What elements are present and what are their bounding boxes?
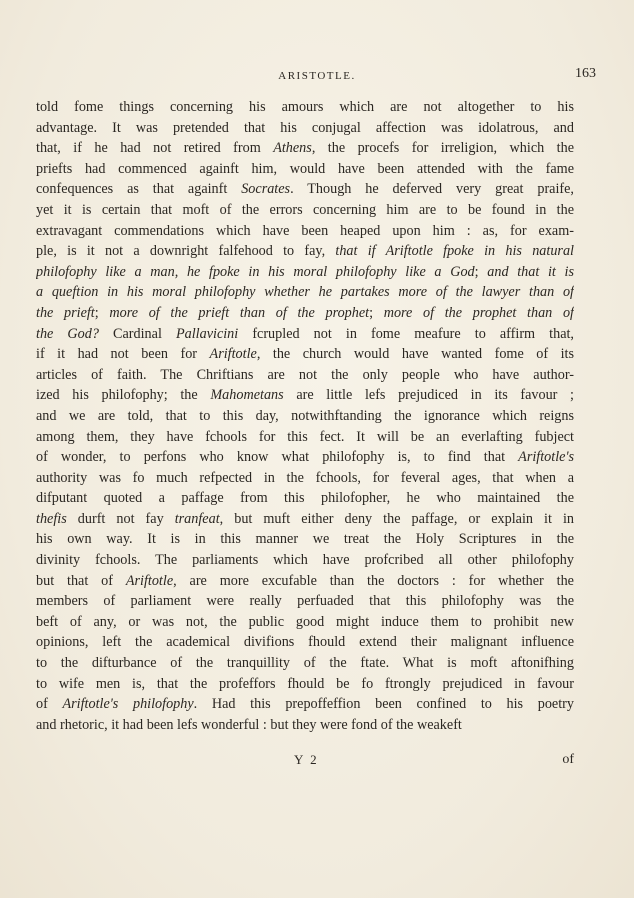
italic-text: Ariftotle's bbox=[518, 449, 574, 466]
text-run: ; bbox=[369, 304, 384, 321]
text-run: beft of any, or was not, the public good might induce them to prohibit new bbox=[36, 613, 574, 630]
italic-text: thefis bbox=[36, 510, 67, 527]
text-line bbox=[36, 653, 574, 674]
text-run: told fome things concerning his amours which are not altogether to his bbox=[36, 99, 574, 115]
text-line bbox=[36, 221, 574, 242]
text-run: of bbox=[36, 696, 63, 713]
text-line bbox=[36, 138, 574, 159]
text-line bbox=[36, 694, 574, 715]
italic-text: Athens bbox=[273, 140, 312, 157]
italic-text: more of the prieft than of the prophet bbox=[109, 304, 370, 321]
text-run: divinity fchools. The parliaments which have profcribed all other philofophy bbox=[36, 552, 574, 569]
text-run: among them, they have fchools for this fect. It will be an everlafting fubject bbox=[36, 428, 574, 445]
text-line bbox=[36, 550, 574, 571]
text-line bbox=[36, 344, 574, 365]
text-line bbox=[36, 406, 574, 427]
text-line bbox=[36, 200, 574, 221]
text-line bbox=[36, 385, 574, 406]
text-line bbox=[36, 427, 574, 448]
text-run: ; bbox=[94, 304, 110, 321]
italic-text: the God? bbox=[36, 325, 99, 342]
running-head: ARISTOTLE. bbox=[278, 70, 356, 82]
italic-text: tranfeat bbox=[174, 510, 220, 527]
text-run: Cardinal bbox=[98, 325, 176, 342]
text-line bbox=[36, 529, 574, 550]
text-run: advantage. It was pretended that his conjugal affection was idolatrous, and bbox=[36, 119, 574, 136]
text-line bbox=[36, 241, 574, 262]
text-run: articles of faith. The Chriftians are not the only people who have author- bbox=[36, 366, 574, 383]
text-line bbox=[36, 571, 574, 592]
text-run: priefts had commenced againft him, would have been attended with the fame bbox=[36, 160, 574, 177]
text-line bbox=[36, 179, 574, 200]
text-run: to wife men is, that the profeffors fhould be fo ftrongly prejudiced in favour bbox=[36, 675, 574, 692]
italic-text: and that it is bbox=[487, 263, 574, 280]
text-line bbox=[36, 715, 574, 736]
text-run: ized his philofophy; the bbox=[36, 387, 211, 404]
text-line bbox=[36, 632, 574, 653]
text-run: and rhetoric, it had been lefs wonderful : but they were fond of the weakeft bbox=[36, 716, 462, 733]
text-run: are little lefs prejudiced in its favour ; bbox=[283, 387, 574, 404]
text-run: difputant quoted a paffage from this philofopher, he who maintained the bbox=[36, 490, 574, 507]
italic-text: more of the prophet than of bbox=[383, 304, 574, 321]
text-run: , the church would have wanted fome of its bbox=[256, 346, 574, 363]
text-run: that, if he had not retired from bbox=[36, 140, 274, 157]
text-line bbox=[36, 509, 574, 530]
italic-text: Ariftotle's philofophy bbox=[62, 696, 194, 713]
text-run: to the difturbance of the tranquillity of the ftate. What is moft aftonifhing bbox=[36, 655, 574, 672]
text-line bbox=[36, 591, 574, 612]
page-number: 163 bbox=[575, 66, 596, 81]
text-line bbox=[36, 612, 574, 633]
text-run: , the procefs for irreligion, which the bbox=[311, 140, 574, 157]
text-line bbox=[36, 365, 574, 386]
signature-mark: Y 2 bbox=[294, 752, 319, 767]
text-run: of wonder, to perfons who know what philofophy is, to find that bbox=[36, 449, 519, 466]
italic-text: a queftion in his moral philofophy whether he partakes more of the lawyer than of bbox=[36, 284, 574, 301]
text-line bbox=[36, 97, 574, 118]
body-text bbox=[36, 97, 574, 735]
text-run: . Though he deferved very great praife, bbox=[290, 181, 574, 198]
page-footer bbox=[0, 752, 634, 772]
text-run: yet it is certain that moft of the errors concerning him are to be found in the bbox=[36, 201, 574, 218]
text-line bbox=[36, 159, 574, 180]
text-run: but that of bbox=[36, 572, 126, 589]
text-line bbox=[36, 488, 574, 509]
text-run: opinions, left the academical divifions fhould extend their malignant influence bbox=[36, 634, 574, 651]
italic-text: Mahometans bbox=[210, 387, 284, 404]
text-run: fcrupled not in fome meafure to affirm that, bbox=[238, 325, 574, 342]
text-run: authority was fo much refpected in the fchools, for feveral ages, that when a bbox=[36, 469, 574, 486]
text-line bbox=[36, 282, 574, 303]
text-run: extravagant commendations which have been heaped upon him : as, for exam- bbox=[36, 222, 574, 239]
text-line bbox=[36, 468, 574, 489]
text-run: his own way. It is in this manner we treat the Holy Scriptures in the bbox=[36, 531, 574, 548]
text-line bbox=[36, 447, 574, 468]
italic-text: Pallavicini bbox=[175, 325, 239, 342]
italic-text: the prieft bbox=[36, 304, 95, 321]
text-line bbox=[36, 118, 574, 139]
text-run: and we are told, that to this day, notwithftanding the ignorance which reigns bbox=[36, 407, 574, 424]
text-line bbox=[36, 303, 574, 324]
text-run: , are more excufable than the doctors : for whether the bbox=[173, 572, 574, 589]
text-run: , but muft either deny the paffage, or explain it in bbox=[219, 510, 574, 527]
italic-text: Ariftotle bbox=[209, 346, 257, 363]
italic-text: Socrates bbox=[241, 181, 291, 198]
text-run: confequences as that againft bbox=[36, 181, 242, 198]
text-line bbox=[36, 324, 574, 345]
catchword: of bbox=[562, 752, 574, 767]
italic-text: philofophy like a man, he fpoke in his moral philofophy like a God bbox=[36, 263, 475, 280]
text-run: if it had not been for bbox=[36, 346, 210, 363]
italic-text: Ariftotle bbox=[125, 572, 174, 589]
italic-text: that if Ariftotle fpoke in his natural bbox=[335, 243, 574, 260]
text-run: members of parliament were really perfuaded that this philofophy was the bbox=[36, 593, 574, 610]
text-run: . Had this prepoffeffion been confined to his poetry bbox=[193, 696, 574, 713]
text-line bbox=[36, 674, 574, 695]
text-run: ple, is it not a downright falfehood to fay, bbox=[36, 243, 336, 260]
text-line bbox=[36, 262, 574, 283]
text-run: durft not fay bbox=[66, 510, 175, 527]
text-run: ; bbox=[474, 263, 488, 280]
